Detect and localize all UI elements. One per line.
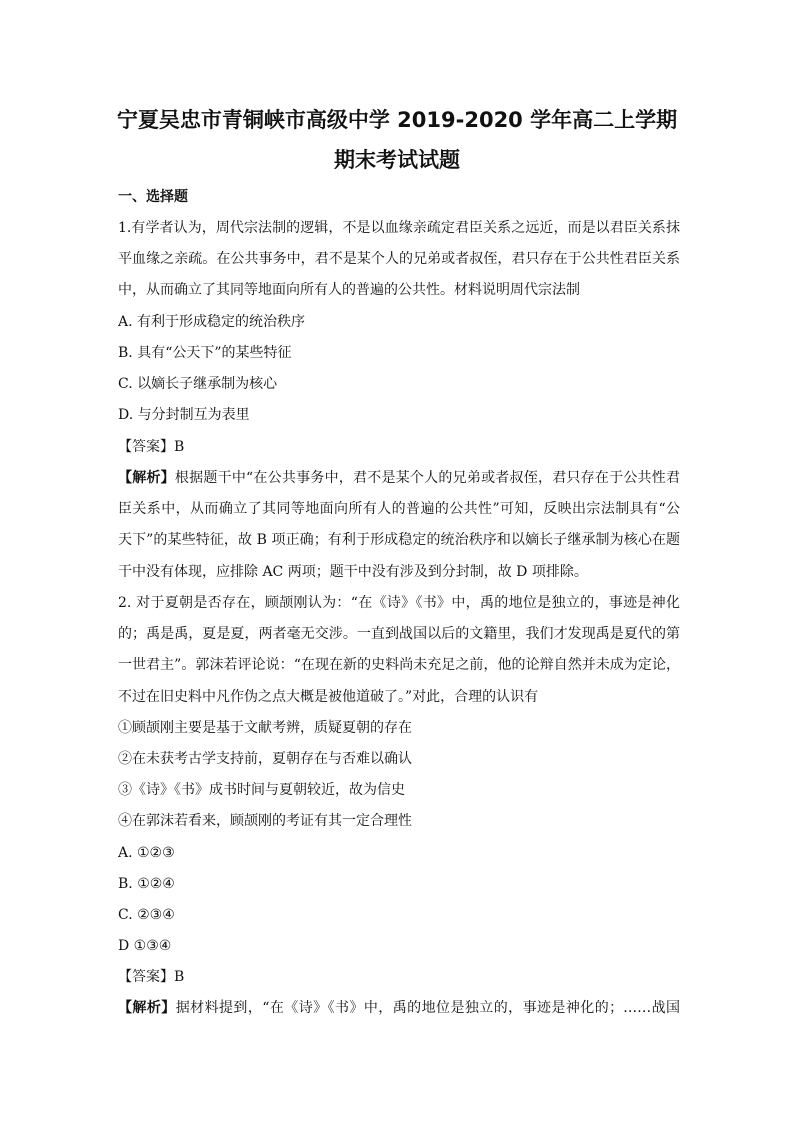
- document-title-line-1: 宁夏吴忠市青铜峡市高级中学 2019-2020 学年高二上学期: [116, 108, 678, 132]
- q2-option-a: A. ①②③: [118, 845, 175, 861]
- q1-stem-line: 平血缘之亲疏。在公共事务中，君不是某个人的兄弟或者叔侄，君只存在于公共性君臣关系: [118, 251, 680, 267]
- section-heading: 一、选择题: [118, 189, 188, 205]
- q2-option-b: B. ①②④: [118, 876, 175, 892]
- q2-analysis-label: 【解析】: [118, 1000, 176, 1016]
- q2-stem-line: 不过在旧史料中凡作伪之点大概是被他道破了。”对此，合理的认识有: [118, 689, 539, 705]
- q2-statement-1: ①顾颉刚主要是基于文献考辨，质疑夏朝的存在: [118, 720, 412, 736]
- q2-statement-4: ④在郭沫若看来，顾颉刚的考证有其一定合理性: [118, 813, 412, 829]
- q2-option-d: D ①③④: [118, 938, 172, 954]
- q1-option-c: C. 以嫡长子继承制为核心: [118, 376, 278, 392]
- q1-option-d: D. 与分封制互为表里: [118, 407, 250, 423]
- q2-option-c: C. ②③④: [118, 907, 175, 923]
- q2-stem-line: 2. 对于夏朝是否存在，顾颉刚认为：“在《诗》《书》中，禹的地位是独立的，事迹是神化: [118, 595, 680, 611]
- q1-analysis-line: 臣关系中，从而确立了其同等地面向所有人的普遍的公共性”可知，反映出宗法制具有“公: [118, 501, 680, 517]
- q2-answer: 【答案】B: [118, 969, 185, 985]
- q1-stem-line: 1.有学者认为，周代宗法制的逻辑，不是以血缘亲疏定君臣关系之远近，而是以君臣关系抹: [118, 220, 680, 236]
- q1-stem-line: 中，从而确立了其同等地面向所有人的普遍的公共性。材料说明周代宗法制: [118, 282, 580, 298]
- q1-analysis-line: 天下”的某些特征，故 B 项正确；有利于形成稳定的统治秩序和以嫡长子继承制为核心在题: [118, 532, 680, 548]
- q1-analysis-line: [118, 468, 680, 488]
- q2-stem-line: 的；禹是禹，夏是夏，两者毫无交涉。一直到战国以后的文籍里，我们才发现禹是夏代的第: [118, 626, 680, 642]
- q1-option-b: B. 具有“公天下”的某些特征: [118, 345, 292, 361]
- q2-analysis-line: [118, 998, 680, 1018]
- q2-analysis-text: 据材料提到，“在《诗》《书》中，禹的地位是独立的，事迹是神化的；……战国: [175, 1000, 680, 1016]
- q1-option-a: A. 有利于形成稳定的统治秩序: [118, 314, 306, 330]
- q1-analysis-line: 干中没有体现，应排除 AC 两项；题干中没有涉及到分封制，故 D 项排除。: [118, 564, 588, 580]
- q1-analysis-text: 根据题干中“在公共事务中，君不是某个人的兄弟或者叔侄，君只存在于公共性君: [174, 470, 680, 486]
- q2-statement-2: ②在未获考古学支持前，夏朝存在与否难以确认: [118, 751, 412, 767]
- q1-analysis-label: 【解析】: [118, 470, 175, 486]
- document-title-line-2: 期末考试试题: [334, 148, 460, 172]
- q1-answer: 【答案】B: [118, 439, 185, 455]
- q2-stem-line: 一世君主”。郭沫若评论说：“在现在新的史料尚未充足之前，他的论辩自然并未成为定论，: [118, 657, 680, 673]
- q2-statement-3: ③《诗》《书》成书时间与夏朝较近，故为信史: [118, 782, 405, 798]
